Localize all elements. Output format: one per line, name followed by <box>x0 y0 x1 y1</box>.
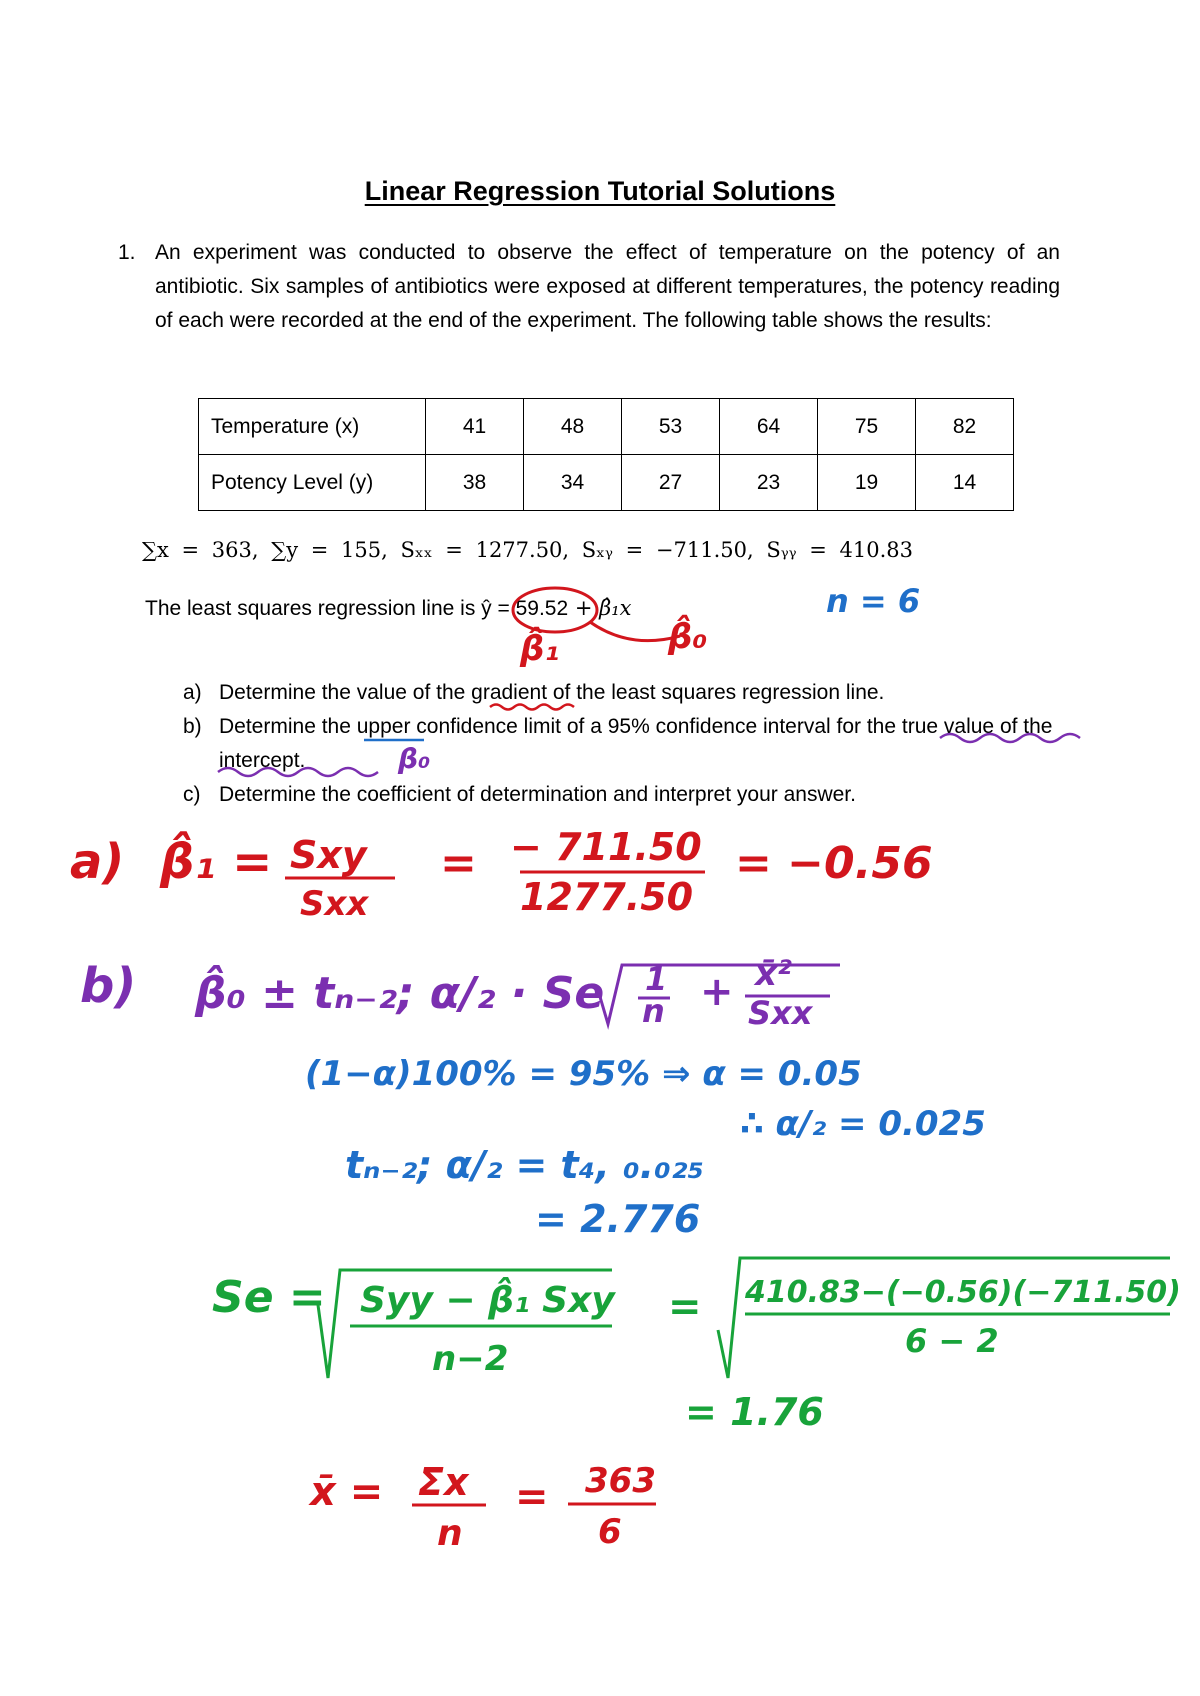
part-text: Determine the value of the gradient of the least squares regression line. <box>219 681 885 704</box>
hw-blue-alpha: (1−α)100% = 95% ⇒ α = 0.05 <box>305 1054 862 1094</box>
regression-line-suffix: + β̂₁x <box>568 596 632 620</box>
hw-a-num: Sxy <box>290 833 367 877</box>
hw-se-num2: 410.83−(−0.56)(−711.50) <box>745 1275 1181 1310</box>
table-cell: 53 <box>622 399 720 455</box>
hw-se-num: Syy − β̂₁ Sxy <box>360 1280 615 1321</box>
table-cell: 48 <box>524 399 622 455</box>
hw-xbar-num: Σx <box>418 1460 469 1504</box>
hw-se-sqrt2 <box>718 1258 1170 1378</box>
hw-a-num2: − 711.50 <box>510 825 702 869</box>
question-part-c <box>183 778 1073 812</box>
beta0-connector <box>590 622 680 641</box>
hw-xbar-num2: 363 <box>585 1461 656 1501</box>
table-cell: 19 <box>818 455 916 511</box>
hw-xbar-den: n <box>437 1513 463 1554</box>
hw-a-den2: 1277.50 <box>520 875 694 919</box>
regression-line-statement <box>145 596 632 621</box>
page-title: Linear Regression Tutorial Solutions <box>364 176 836 206</box>
part-letter: a) <box>183 681 202 704</box>
n-note: n = 6 <box>826 582 921 620</box>
table-cell: 34 <box>524 455 622 511</box>
hw-blue-t-result: = 2.776 <box>535 1197 701 1241</box>
question-intro: An experiment was conducted to observe the effect of temperature on the potency of an antibiotic. Six samples of antibiotics were exposed at different temperatures, the potency reading of each were recorded at the end of the experiment. The following table shows the results: <box>155 241 1060 332</box>
table-cell: 82 <box>916 399 1014 455</box>
table-cell: 23 <box>720 455 818 511</box>
hw-b-frac2-den: Sxx <box>748 994 813 1032</box>
hw-b-frac1-num: 1 <box>645 960 668 998</box>
beta0-purple-note: β₀ <box>398 742 431 775</box>
hw-a-label: a) <box>70 834 125 890</box>
summary-statistics: ∑x = 363, ∑y = 155, Sₓₓ = 1277.50, Sₓᵧ = −711.50, Sᵧᵧ = 410.83 <box>142 538 913 562</box>
table-cell: 64 <box>720 399 818 455</box>
question-part-b <box>183 710 1073 778</box>
hw-b-sqrt <box>598 965 840 1024</box>
hw-se-den2: 6 − 2 <box>905 1322 999 1360</box>
table-cell: 38 <box>426 455 524 511</box>
hw-se-result: = 1.76 <box>685 1390 824 1434</box>
table-cell: 27 <box>622 455 720 511</box>
table-row-label: Temperature (x) <box>199 399 426 455</box>
hw-b-plus: + <box>700 969 734 1015</box>
hw-blue-half-alpha: ∴ α/₂ = 0.025 <box>740 1104 986 1144</box>
beta0-note: β̂₀ <box>668 617 708 657</box>
part-text: Determine the upper confidence limit of a 95% confidence interval for the true value of the intercept. <box>219 715 1053 772</box>
regression-intercept: 59.52 <box>515 597 569 620</box>
hw-blue-t-value: tₙ₋₂; α/₂ = t₄, ₀.₀₂₅ <box>345 1143 705 1187</box>
table-cell: 41 <box>426 399 524 455</box>
question-part-a <box>183 676 1073 710</box>
hw-b-frac1-den: n <box>642 992 665 1030</box>
hw-a-den: Sxx <box>300 884 369 924</box>
hw-b-frac2-num: x̄² <box>755 954 792 994</box>
hw-se-sqrt1 <box>318 1270 612 1378</box>
hw-se-label: Se = <box>212 1272 326 1323</box>
question-number: 1. <box>118 241 136 264</box>
part-letter: c) <box>183 783 201 806</box>
table-cell: 75 <box>818 399 916 455</box>
part-letter: b) <box>183 715 202 738</box>
hw-xbar-label: x̄ = <box>310 1469 384 1515</box>
hw-xbar-den2: 6 <box>598 1512 622 1552</box>
hw-a-result: = −0.56 <box>735 838 933 889</box>
beta1-note: β̂₁ <box>520 629 560 669</box>
question-parts <box>183 676 1073 812</box>
hw-b-label: b) <box>80 958 137 1014</box>
regression-line-prefix: The least squares regression line is ŷ = <box>145 597 516 620</box>
hw-a-beta: β̂₁ = <box>160 834 273 890</box>
data-table <box>198 398 1014 511</box>
hw-se-den: n−2 <box>432 1339 509 1379</box>
part-text: Determine the coefficient of determination and interpret your answer. <box>219 783 856 806</box>
hw-se-eq: = <box>668 1284 702 1330</box>
table-row <box>199 399 1014 455</box>
hw-a-eq: = <box>440 838 477 889</box>
hw-b-formula: β̂₀ ± tₙ₋₂; α/₂ · Se <box>195 968 605 1019</box>
table-cell: 14 <box>916 455 1014 511</box>
table-row <box>199 455 1014 511</box>
hw-xbar-eq: = <box>515 1474 549 1520</box>
table-row-label: Potency Level (y) <box>199 455 426 511</box>
